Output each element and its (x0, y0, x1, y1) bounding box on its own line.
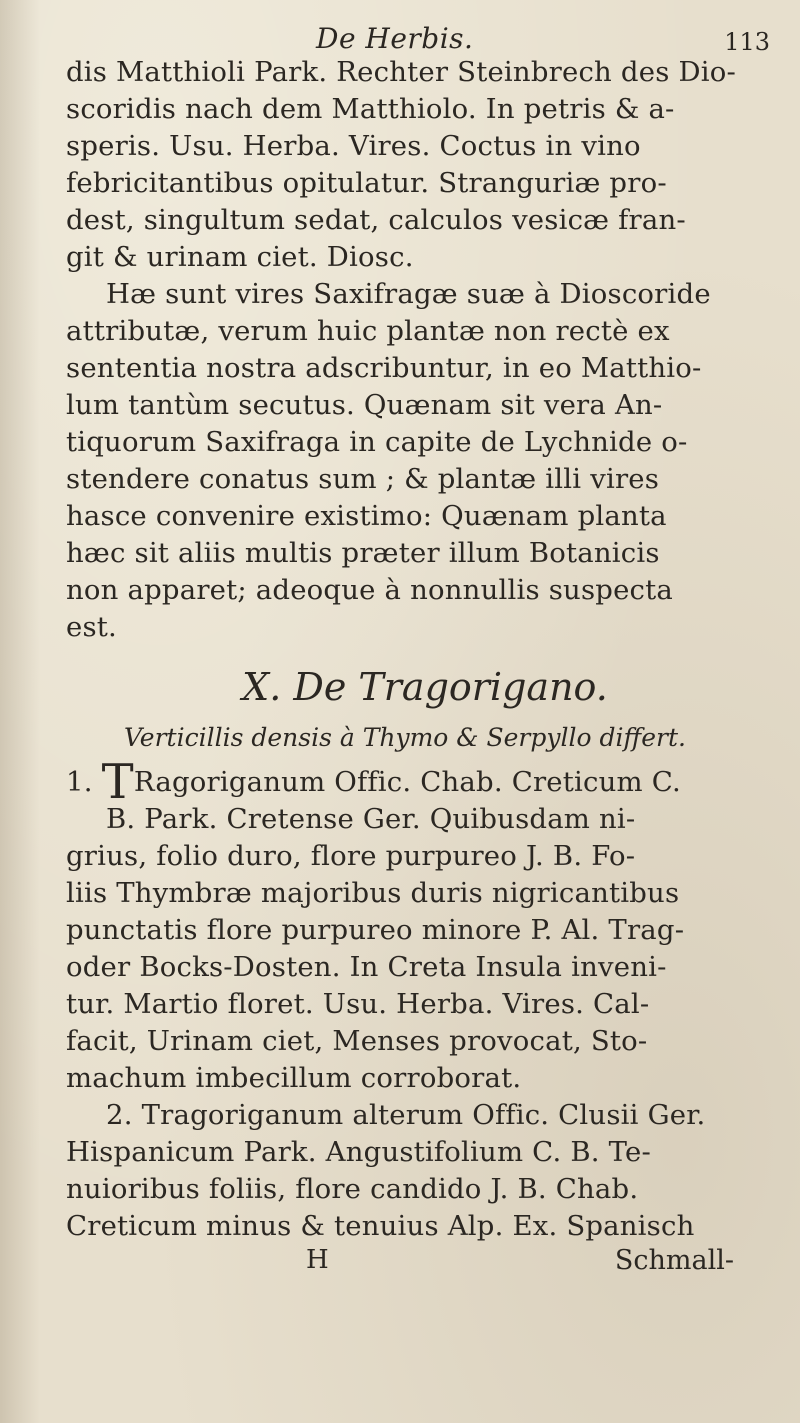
text-line: punctatis flore purpureo minore P. Al. Trag- (66, 914, 685, 946)
entry-tragoriganum-2 (66, 1097, 774, 1245)
text-line: B. Park. Cretense Ger. Quibusdam ni- (106, 803, 636, 835)
text-line: liis Thymbræ majoribus duris nigricantibus (66, 877, 680, 909)
text-line: Ragoriganum Offic. Chab. Creticum C. (133, 766, 681, 798)
drop-initial: T (101, 754, 134, 810)
paragraph-saxifraga-commentary (66, 276, 774, 646)
text-line: dis Matthioli Park. Rechter Steinbrech des Dio- (66, 56, 736, 88)
text-line: sententia nostra adscribuntur, in eo Matthio- (66, 352, 702, 384)
text-line: 2. Tragoriganum alterum Offic. Clusii Ger. (106, 1099, 706, 1131)
text-line: Hæ sunt vires Saxifragæ suæ à Dioscoride (106, 278, 711, 310)
section-heading: X. De Tragorigano. (242, 665, 608, 709)
text-line: attributæ, verum huic plantæ non rectè ex (66, 315, 670, 347)
text-line: tiquorum Saxifraga in capite de Lychnide o- (66, 426, 688, 458)
text-line: non apparet; adeoque à nonnullis suspecta (66, 574, 673, 606)
page-footer (66, 1245, 774, 1282)
text-line: scoridis nach dem Matthiolo. In petris & a- (66, 93, 675, 125)
signature-mark: H (306, 1245, 329, 1275)
text-line: est. (66, 611, 117, 643)
entry-first-line (66, 754, 774, 810)
text-line: Hispanicum Park. Angustifolium C. B. Te- (66, 1136, 651, 1168)
running-title: De Herbis. (316, 22, 474, 55)
text-line: tur. Martio floret. Usu. Herba. Vires. Cal- (66, 988, 650, 1020)
catchword: Schmall- (614, 1245, 734, 1276)
running-head (66, 18, 774, 56)
text-line: speris. Usu. Herba. Vires. Coctus in vino (66, 130, 641, 162)
text-line: grius, folio duro, flore purpureo J. B. Fo- (66, 840, 636, 872)
page-number: 113 (724, 28, 770, 56)
text-line: dest, singultum sedat, calculos vesicæ fran- (66, 204, 686, 236)
entry-tragoriganum-1 (66, 754, 774, 1097)
text-line: hæc sit aliis multis præter illum Botanicis (66, 537, 660, 569)
text-line: stendere conatus sum ; & plantæ illi vires (66, 463, 660, 495)
paragraph-saxifraga-vires (66, 54, 774, 276)
text-line: git & urinam ciet. Diosc. (66, 241, 414, 273)
text-line: Creticum minus & tenuius Alp. Ex. Spanisch (66, 1210, 695, 1242)
text-line: machum imbecillum corroborat. (66, 1062, 522, 1094)
text-line: nuioribus foliis, flore candido J. B. Chab. (66, 1173, 639, 1205)
text-line: facit, Urinam ciet, Menses provocat, Sto- (66, 1025, 648, 1057)
text-line: febricitantibus opitulatur. Stranguriæ pro- (66, 167, 667, 199)
text-line: hasce convenire existimo: Quænam planta (66, 500, 667, 532)
entry-number: 1. (66, 766, 93, 798)
gutter-shadow (0, 0, 40, 1423)
text-line: lum tantùm secutus. Quænam sit vera An- (66, 389, 663, 421)
section-subheading: Verticillis densis à Thymo & Serpyllo differt. (124, 723, 686, 752)
text-line: oder Bocks-Dosten. In Creta Insula inveni- (66, 951, 667, 983)
